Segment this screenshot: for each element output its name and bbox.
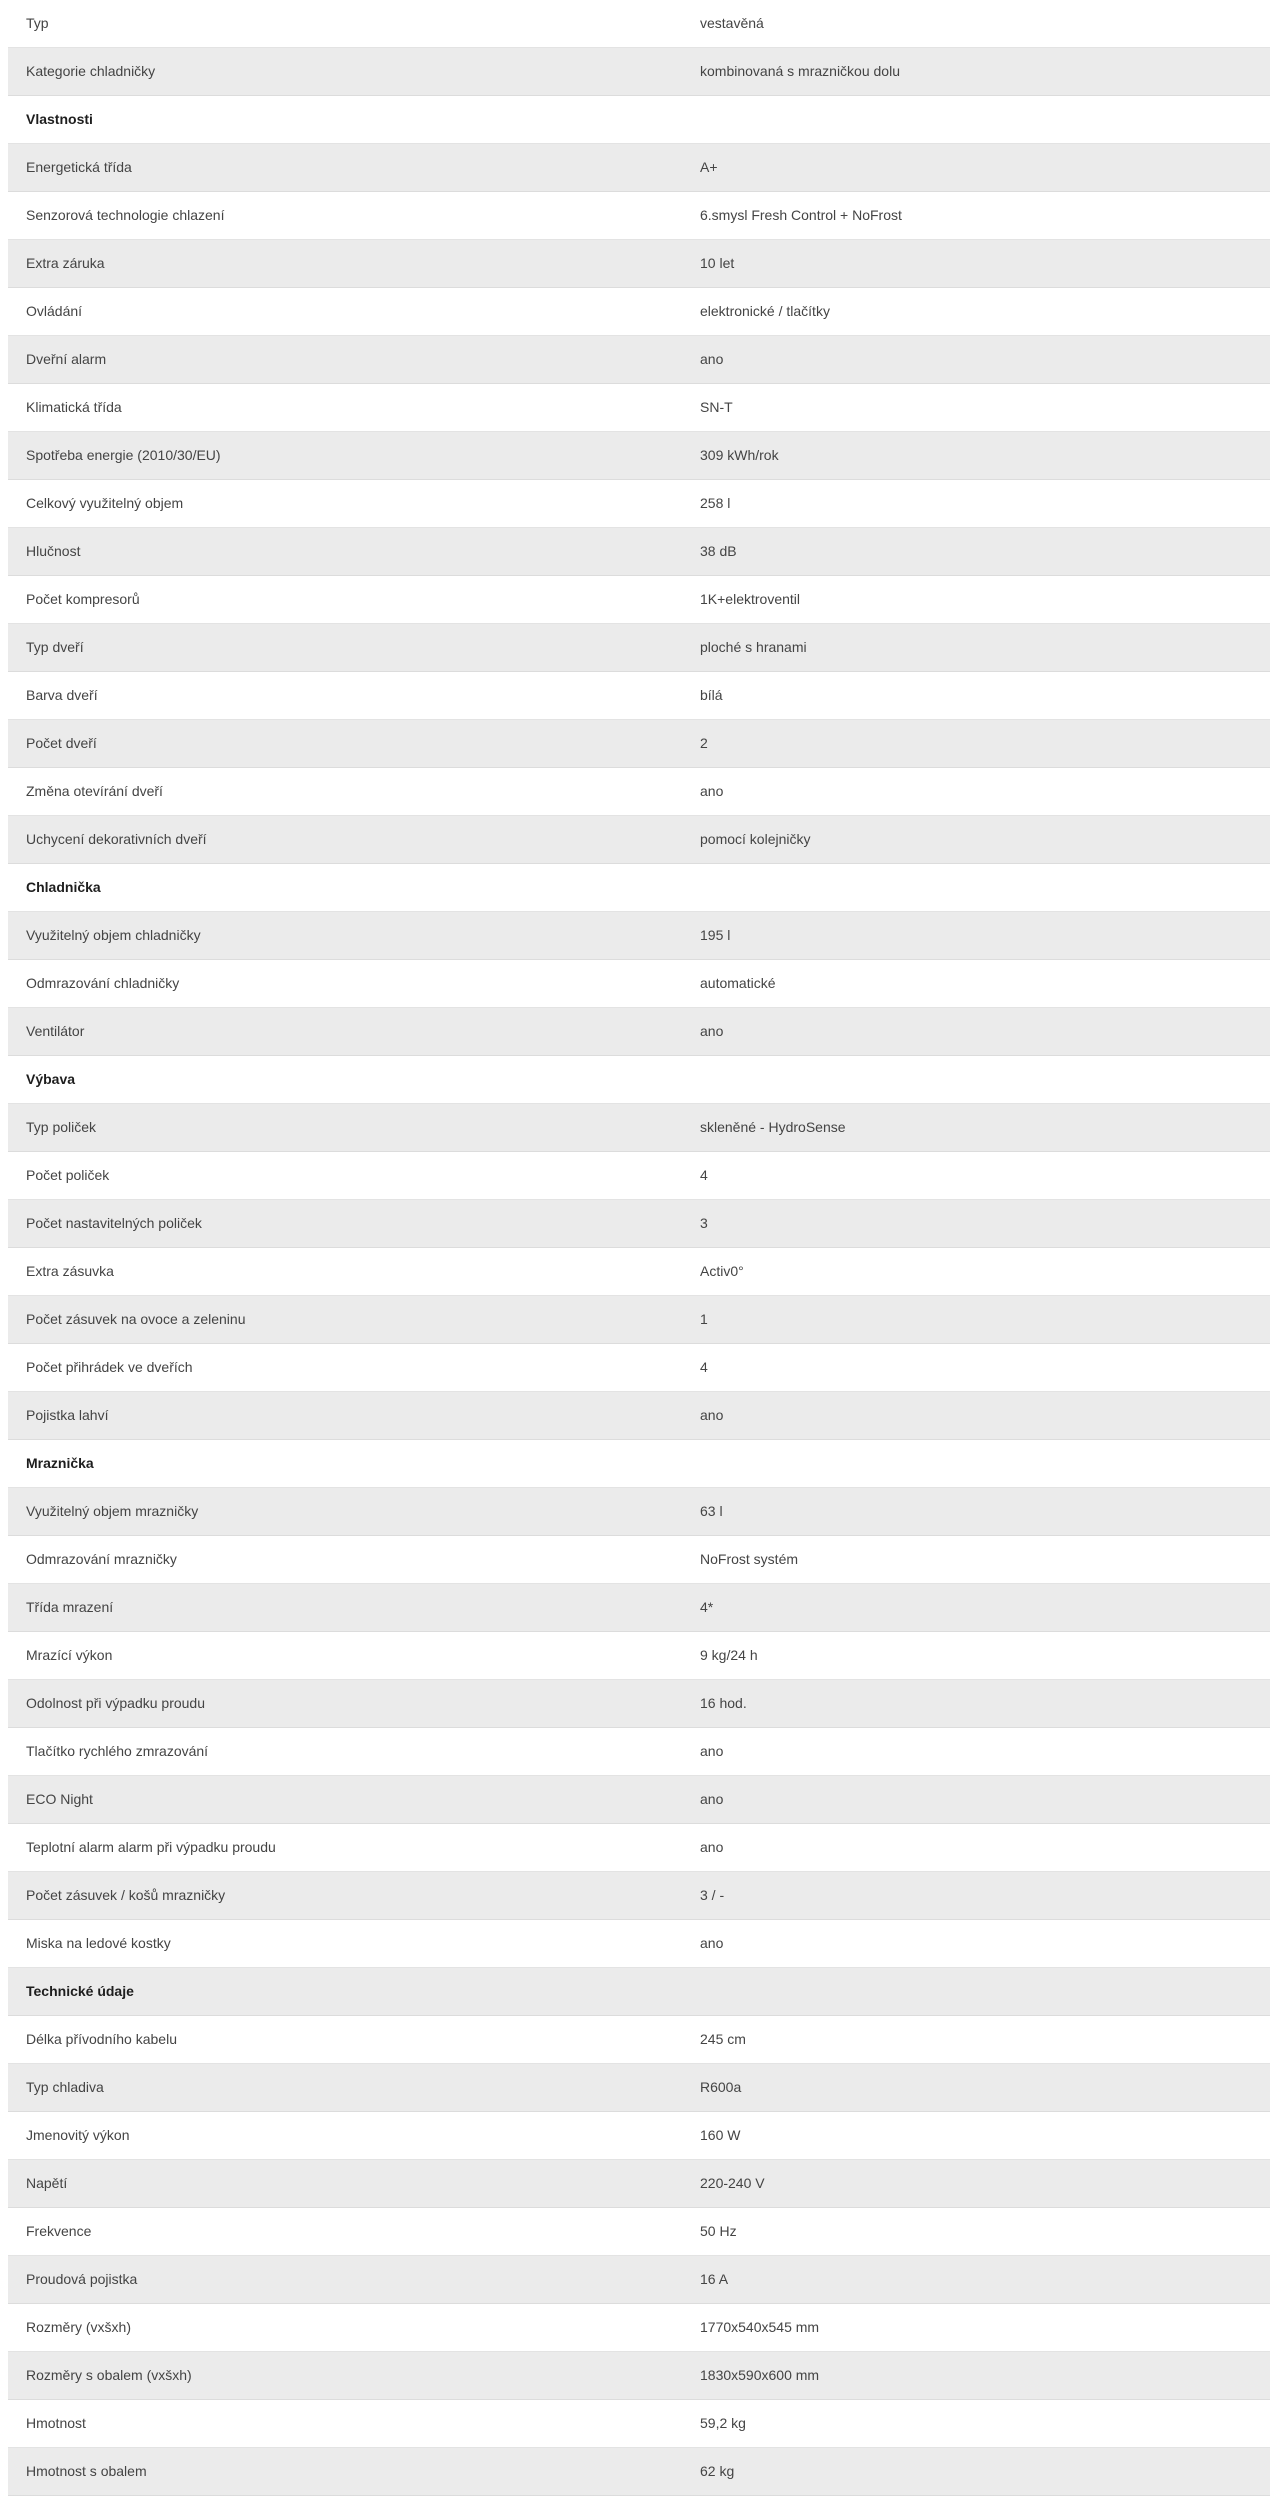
spec-row [8,2400,1270,2448]
spec-row [8,1680,1270,1728]
spec-row [8,2304,1270,2352]
spec-row [8,1248,1270,1296]
spec-label: Uchycení dekorativních dveří [8,816,700,864]
spec-value: 10 let [700,240,1270,288]
spec-label: Typ chladiva [8,2064,700,2112]
spec-label: Celkový využitelný objem [8,480,700,528]
spec-value: 62 kg [700,2448,1270,2496]
section-title: Mraznička [8,1440,700,1488]
spec-label: Počet dveří [8,720,700,768]
spec-value: R600a [700,2064,1270,2112]
spec-label: Počet přihrádek ve dveřích [8,1344,700,1392]
spec-label: Klimatická třída [8,384,700,432]
spec-label: Dveřní alarm [8,336,700,384]
spec-row [8,1632,1270,1680]
spec-value [700,1440,1270,1488]
spec-value: 59,2 kg [700,2400,1270,2448]
spec-value: 3 / - [700,1872,1270,1920]
spec-row [8,1776,1270,1824]
spec-value: ploché s hranami [700,624,1270,672]
spec-label: Hmotnost s obalem [8,2448,700,2496]
spec-label: Kategorie chladničky [8,48,700,96]
section-header-row [8,1440,1270,1488]
spec-value: SN-T [700,384,1270,432]
spec-label: Barva dveří [8,672,700,720]
spec-row [8,720,1270,768]
spec-value: ano [700,336,1270,384]
spec-value: 195 l [700,912,1270,960]
spec-label: Extra záruka [8,240,700,288]
spec-row [8,2160,1270,2208]
spec-value: pomocí kolejničky [700,816,1270,864]
spec-row [8,2112,1270,2160]
spec-row [8,2016,1270,2064]
spec-value: ano [700,1392,1270,1440]
spec-row [8,1920,1270,1968]
spec-value: 220-240 V [700,2160,1270,2208]
spec-label: Jmenovitý výkon [8,2112,700,2160]
spec-value: A+ [700,144,1270,192]
spec-value: 50 Hz [700,2208,1270,2256]
spec-value [700,96,1270,144]
spec-row [8,768,1270,816]
spec-label: Počet poliček [8,1152,700,1200]
spec-row [8,2064,1270,2112]
spec-row [8,1872,1270,1920]
spec-value: 16 A [700,2256,1270,2304]
spec-row [8,2256,1270,2304]
spec-row [8,1488,1270,1536]
spec-value: automatické [700,960,1270,1008]
spec-label: Rozměry s obalem (vxšxh) [8,2352,700,2400]
spec-value: 1770x540x545 mm [700,2304,1270,2352]
spec-value: vestavěná [700,0,1270,48]
spec-row [8,672,1270,720]
spec-row [8,1200,1270,1248]
spec-label: Třída mrazení [8,1584,700,1632]
spec-row [8,1104,1270,1152]
spec-label: Mrazící výkon [8,1632,700,1680]
spec-value: NoFrost systém [700,1536,1270,1584]
spec-label: Typ [8,0,700,48]
spec-row [8,48,1270,96]
spec-label: Typ dveří [8,624,700,672]
spec-label: Frekvence [8,2208,700,2256]
spec-label: Využitelný objem chladničky [8,912,700,960]
spec-label: Napětí [8,2160,700,2208]
section-header-row [8,1968,1270,2016]
spec-row [8,1536,1270,1584]
spec-label: Ovládání [8,288,700,336]
spec-value: 2 [700,720,1270,768]
spec-label: ECO Night [8,1776,700,1824]
spec-value: 258 l [700,480,1270,528]
spec-value: 16 hod. [700,1680,1270,1728]
spec-row [8,0,1270,48]
spec-value [700,1056,1270,1104]
spec-row [8,816,1270,864]
spec-row [8,144,1270,192]
spec-row [8,1392,1270,1440]
specification-table [8,0,1270,2496]
spec-value [700,864,1270,912]
spec-value: ano [700,1008,1270,1056]
spec-value: Activ0° [700,1248,1270,1296]
spec-row [8,1728,1270,1776]
section-header-row [8,864,1270,912]
spec-label: Využitelný objem mrazničky [8,1488,700,1536]
spec-row [8,240,1270,288]
spec-value: 4 [700,1152,1270,1200]
spec-row [8,1008,1270,1056]
spec-label: Typ poliček [8,1104,700,1152]
spec-row [8,192,1270,240]
spec-label: Odolnost při výpadku proudu [8,1680,700,1728]
spec-row [8,1296,1270,1344]
spec-value: 6.smysl Fresh Control + NoFrost [700,192,1270,240]
spec-row [8,1824,1270,1872]
spec-label: Spotřeba energie (2010/30/EU) [8,432,700,480]
section-title: Výbava [8,1056,700,1104]
spec-value: ano [700,768,1270,816]
spec-value: ano [700,1824,1270,1872]
spec-row [8,288,1270,336]
spec-value: kombinovaná s mrazničkou dolu [700,48,1270,96]
section-title: Vlastnosti [8,96,700,144]
spec-row [8,432,1270,480]
spec-value: elektronické / tlačítky [700,288,1270,336]
spec-label: Senzorová technologie chlazení [8,192,700,240]
spec-label: Délka přívodního kabelu [8,2016,700,2064]
spec-value: ano [700,1776,1270,1824]
spec-row [8,1344,1270,1392]
spec-value: 4* [700,1584,1270,1632]
spec-row [8,576,1270,624]
spec-value: 1 [700,1296,1270,1344]
spec-label: Počet zásuvek na ovoce a zeleninu [8,1296,700,1344]
spec-label: Pojistka lahví [8,1392,700,1440]
spec-label: Odmrazování chladničky [8,960,700,1008]
spec-value: 4 [700,1344,1270,1392]
specification-table-body [8,0,1270,2496]
spec-row [8,480,1270,528]
spec-row [8,1584,1270,1632]
spec-label: Tlačítko rychlého zmrazování [8,1728,700,1776]
spec-label: Energetická třída [8,144,700,192]
spec-value: 245 cm [700,2016,1270,2064]
spec-value: 160 W [700,2112,1270,2160]
spec-label: Hlučnost [8,528,700,576]
spec-label: Odmrazování mrazničky [8,1536,700,1584]
spec-value: 1K+elektroventil [700,576,1270,624]
spec-row [8,624,1270,672]
spec-label: Extra zásuvka [8,1248,700,1296]
spec-value: bílá [700,672,1270,720]
spec-label: Hmotnost [8,2400,700,2448]
spec-label: Rozměry (vxšxh) [8,2304,700,2352]
spec-row [8,912,1270,960]
spec-value: 1830x590x600 mm [700,2352,1270,2400]
spec-value: ano [700,1920,1270,1968]
spec-value: 3 [700,1200,1270,1248]
spec-row [8,2208,1270,2256]
spec-row [8,2352,1270,2400]
section-title: Chladnička [8,864,700,912]
spec-row [8,528,1270,576]
spec-label: Teplotní alarm alarm při výpadku proudu [8,1824,700,1872]
spec-value: 63 l [700,1488,1270,1536]
spec-row [8,960,1270,1008]
spec-label: Změna otevírání dveří [8,768,700,816]
section-header-row [8,1056,1270,1104]
section-header-row [8,96,1270,144]
spec-value: 309 kWh/rok [700,432,1270,480]
spec-label: Ventilátor [8,1008,700,1056]
spec-value: skleněné - HydroSense [700,1104,1270,1152]
spec-value: 9 kg/24 h [700,1632,1270,1680]
spec-row [8,1152,1270,1200]
spec-value [700,1968,1270,2016]
section-title: Technické údaje [8,1968,700,2016]
spec-value: 38 dB [700,528,1270,576]
spec-label: Počet zásuvek / košů mrazničky [8,1872,700,1920]
spec-label: Počet nastavitelných poliček [8,1200,700,1248]
spec-row [8,2448,1270,2496]
spec-row [8,336,1270,384]
spec-row [8,384,1270,432]
spec-label: Miska na ledové kostky [8,1920,700,1968]
spec-label: Proudová pojistka [8,2256,700,2304]
spec-label: Počet kompresorů [8,576,700,624]
spec-value: ano [700,1728,1270,1776]
